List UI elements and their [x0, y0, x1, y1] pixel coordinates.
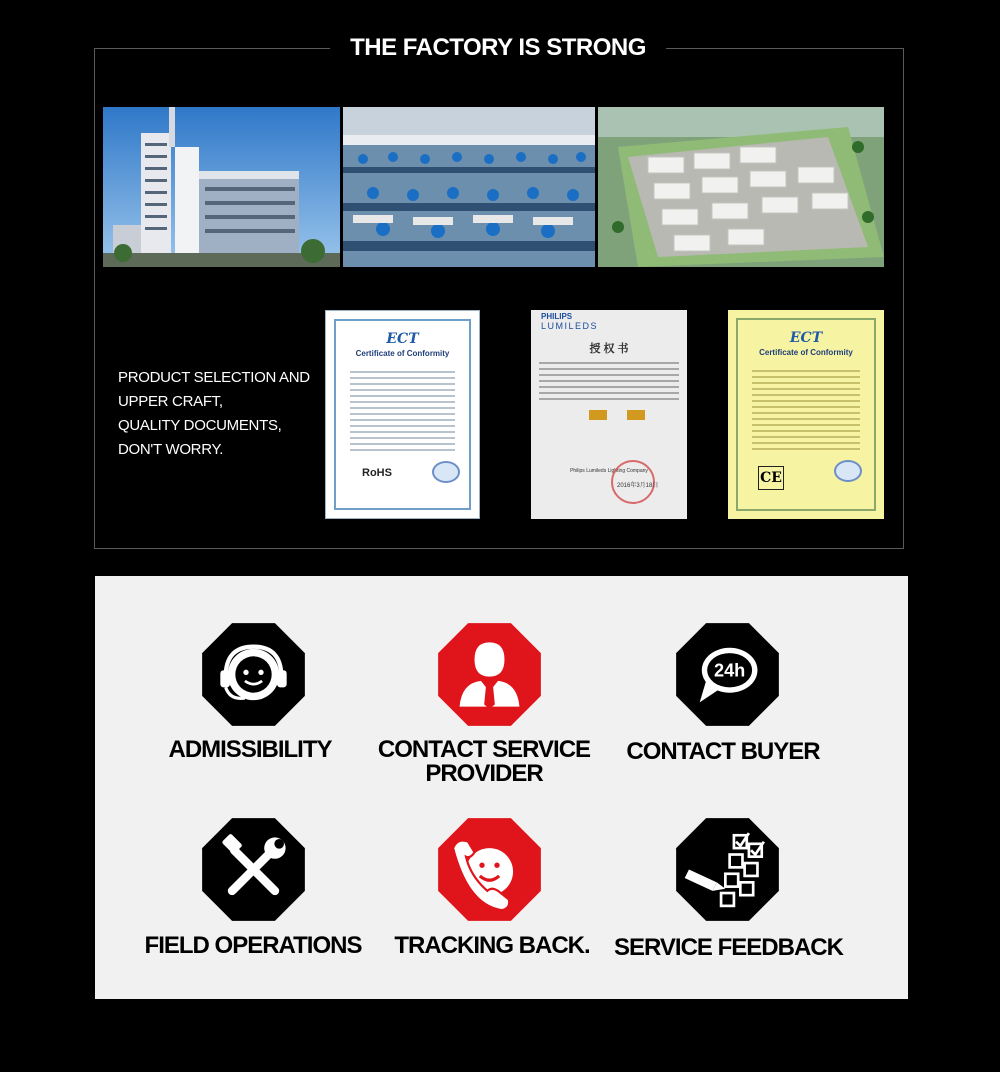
- service-label-line: TRACKING BACK.: [394, 932, 590, 959]
- service-label-line: ADMISSIBILITY: [168, 736, 332, 763]
- service-label-contact-provider: [376, 738, 592, 786]
- promo-line: QUALITY DOCUMENTS,: [118, 417, 282, 434]
- tools-icon: [200, 816, 307, 923]
- cert-logo: ECT: [789, 330, 823, 346]
- rohs-certificate: [325, 310, 480, 519]
- factory-campus-photo: [598, 107, 884, 267]
- cert-text-lines: [752, 370, 860, 454]
- cert-title: Certificate of Conformity: [355, 349, 450, 358]
- promo-line: DON'T WORRY.: [118, 441, 224, 458]
- workshop-photo: [343, 107, 595, 267]
- service-label-line: SERVICE FEEDBACK: [614, 934, 843, 961]
- cert-logo: ECT: [386, 331, 419, 347]
- headset-support-icon: [200, 621, 307, 728]
- lumileds-authorization-letter: [531, 310, 687, 519]
- service-label-admissibility: [160, 738, 340, 762]
- office-building-photo: [103, 107, 340, 267]
- 24h-chat-icon: [674, 621, 781, 728]
- service-label-tracking-back: [392, 934, 592, 958]
- philips-brand: PHILIPS: [541, 312, 573, 321]
- 24h-badge: 24h: [713, 660, 746, 681]
- checklist-pen-icon: [674, 816, 781, 923]
- company-name: Philips Lumileds Lighting Company: [570, 468, 648, 474]
- promo-text: [118, 366, 328, 462]
- cert-text-lines: [350, 371, 455, 455]
- led-chip-icon: [589, 410, 649, 426]
- authorization-heading: 授 权 书: [589, 343, 629, 355]
- service-label-line: CONTACT BUYER: [626, 738, 820, 765]
- seal-icon: [432, 461, 460, 483]
- certificate-border: [334, 319, 471, 510]
- cert-title: Certificate of Conformity: [759, 348, 853, 357]
- service-label-line: FIELD OPERATIONS: [144, 932, 362, 959]
- letter-text-lines: [539, 362, 679, 404]
- ce-mark: CE: [758, 466, 784, 490]
- section-title: THE FACTORY IS STRONG: [330, 32, 666, 64]
- service-label-field-operations: [142, 934, 364, 958]
- ce-certificate: [728, 310, 884, 519]
- business-person-icon: [436, 621, 543, 728]
- lumileds-brand: LUMILEDS: [541, 321, 599, 331]
- phone-smile-icon: [436, 816, 543, 923]
- promo-line: PRODUCT SELECTION AND: [118, 369, 310, 386]
- seal-icon: [834, 460, 862, 482]
- service-label-line: PROVIDER: [425, 760, 543, 787]
- letter-date: 2016年3月18日: [617, 483, 659, 489]
- service-label-line: CONTACT SERVICE: [377, 736, 591, 763]
- service-label-service-feedback: [614, 934, 843, 961]
- service-label-contact-buyer: [618, 740, 828, 764]
- certificate-border: [736, 318, 876, 511]
- promo-line: UPPER CRAFT,: [118, 393, 223, 410]
- rohs-mark: RoHS: [362, 467, 392, 479]
